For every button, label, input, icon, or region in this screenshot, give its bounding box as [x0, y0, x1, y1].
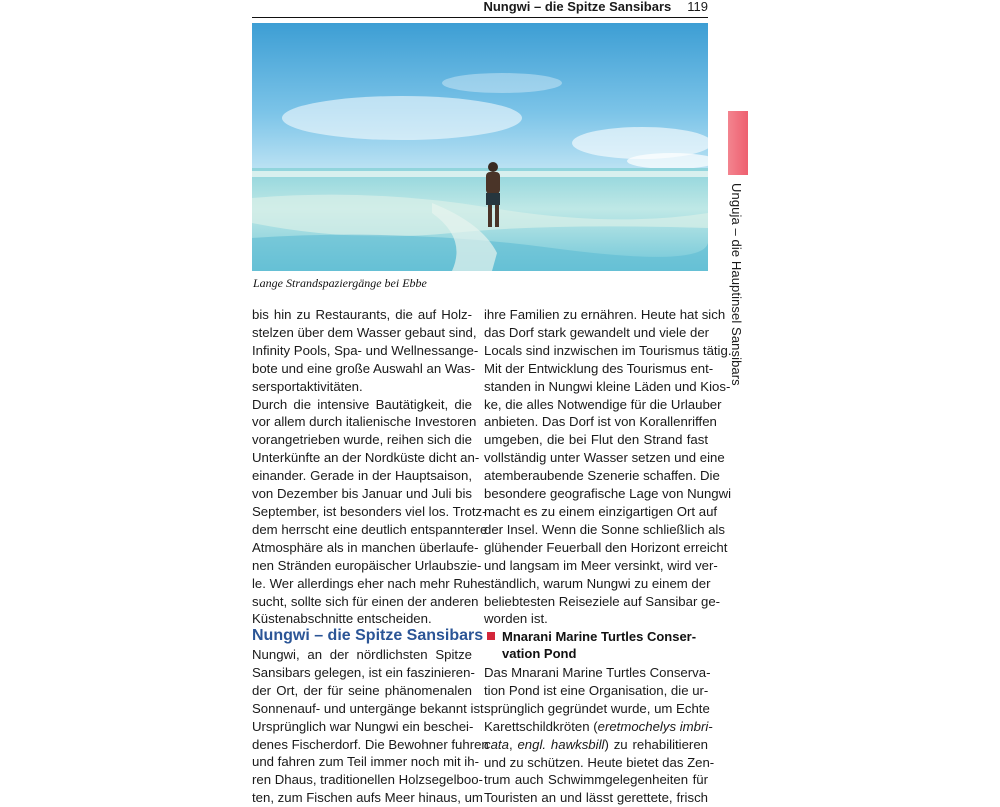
- text-line: sprünglich gegründet wurde, um Echte: [484, 700, 710, 716]
- section-body: [252, 646, 489, 807]
- running-header: [252, 0, 708, 18]
- text-line: trum auch Schwimmgelegenheiten für: [484, 772, 708, 788]
- text-fragment: ,: [508, 736, 518, 752]
- latin-name: cata: [484, 736, 509, 752]
- text-line: atemberaubende Szenerie schaffen. Die: [484, 468, 720, 484]
- turtles-subheading: [484, 628, 696, 662]
- text-line: September, ist besonders viel los. Trotz-: [252, 503, 487, 519]
- text-line: Sansibars gelegen, ist ein faszinieren-: [252, 664, 475, 680]
- text-line: worden ist.: [484, 611, 548, 627]
- latin-name: eretmochelys imbri-: [597, 718, 713, 734]
- text-line: Unterkünfte an der Nordküste dicht an-: [252, 450, 480, 466]
- photo-caption: Lange Strandspaziergänge bei Ebbe: [253, 276, 427, 290]
- text-line: Nungwi, an der nördlichsten Spitze: [252, 647, 472, 662]
- text-line: ren Dhaus, traditionellen Holzsegelboo-: [252, 772, 483, 788]
- text-line: das Dorf stark gewandelt und viele der: [484, 324, 710, 340]
- text-line: Mit der Entwicklung des Tourismus ent-: [484, 360, 714, 376]
- text-line: Atmosphäre als in manchen überlaufe-: [252, 539, 479, 555]
- text-line: [484, 736, 708, 754]
- text-line: vollständig unter Wasser setzen und eine: [484, 450, 725, 466]
- text-line: der Ort, der für seine phänomenalen: [252, 682, 472, 698]
- subheading-line: Mnarani Marine Turtles Conser-: [502, 629, 697, 644]
- text-line: [484, 718, 713, 736]
- chapter-side-label: Unguja – die Hauptinsel Sansibars: [729, 183, 744, 386]
- left-column: [252, 306, 488, 628]
- text-fragment: ) zu rehabilitieren: [604, 736, 708, 752]
- text-fragment: Karettschildkröten (: [484, 718, 598, 734]
- running-header-title: Nungwi – die Spitze Sansibars: [483, 0, 672, 14]
- page-number: 119: [687, 0, 708, 14]
- text-line: ke, die alles Notwendige für die Urlauber: [484, 396, 722, 412]
- text-line: umgeben, die bei Flut den Strand fast: [484, 432, 708, 448]
- text-line: bote und eine große Auswahl an Was-: [252, 360, 476, 376]
- text-line: nen Stränden europäischer Urlaubszie-: [252, 557, 482, 573]
- english-name: engl. hawksbill: [517, 736, 605, 752]
- section-heading: Nungwi – die Spitze Sansibars: [252, 627, 484, 644]
- text-line: Ursprünglich war Nungwi ein beschei-: [252, 718, 474, 734]
- turtles-body: [484, 664, 715, 807]
- text-line: Küstenabschnitte entscheiden.: [252, 611, 432, 627]
- text-line: ten, zum Fischen aufs Meer hinaus, um: [252, 790, 483, 806]
- text-line: vorangetrieben wurde, reihen sich die: [252, 432, 472, 448]
- right-column: [484, 306, 732, 628]
- text-line: macht es zu einem einzigartigen Ort auf: [484, 503, 718, 519]
- text-line: denes Fischerdorf. Die Bewohner fuhren: [252, 736, 489, 752]
- text-line: tion Pond ist eine Organisation, die ur-: [484, 682, 709, 698]
- subheading-line: vation Pond: [502, 646, 577, 661]
- text-line: ständlich, warum Nungwi zu einem der: [484, 575, 711, 591]
- text-line: Sonnenauf- und untergänge bekannt ist.: [252, 700, 488, 716]
- text-line: anbieten. Das Dorf ist von Korallenriffen: [484, 414, 717, 430]
- text-line: dem herrscht eine deutlich entspanntere: [252, 521, 488, 537]
- text-line: von Dezember bis Januar und Juli bis: [252, 486, 472, 502]
- text-line: Durch die intensive Bautätigkeit, die: [252, 396, 472, 412]
- text-line: Touristen an und lässt gerettete, frisch: [484, 790, 708, 806]
- text-line: und fahren zum Teil immer noch mit ih-: [252, 754, 479, 770]
- text-line: standen in Nungwi kleine Läden und Kios-: [484, 378, 731, 394]
- red-square-bullet-icon: [487, 632, 495, 640]
- beach-photo: [252, 23, 708, 271]
- text-line: und zu schützen. Heute bietet das Zen-: [484, 754, 715, 770]
- text-line: sucht, sollte sich für einen der anderen: [252, 593, 479, 609]
- text-line: ihre Familien zu ernähren. Heute hat sich: [484, 307, 726, 322]
- text-line: vor allem durch italienische Investoren: [252, 414, 477, 430]
- chapter-tab-marker: [728, 111, 748, 175]
- text-line: glühender Feuerball den Horizont erreicht: [484, 539, 728, 555]
- text-line: beliebtesten Reiseziele auf Sansibar ge-: [484, 593, 721, 609]
- text-line: stelzen über dem Wasser gebaut sind,: [252, 324, 477, 340]
- text-line: und langsam im Meer versinkt, wird ver-: [484, 557, 718, 573]
- text-line: Infinity Pools, Spa- und Wellnessange-: [252, 342, 479, 358]
- text-line: der Insel. Wenn die Sonne schließlich als: [484, 521, 725, 537]
- text-line: bis hin zu Restaurants, die auf Holz-: [252, 307, 472, 322]
- text-line: sersportaktivitäten.: [252, 378, 363, 394]
- text-line: le. Wer allerdings eher nach mehr Ruhe: [252, 575, 485, 591]
- text-line: Locals sind inzwischen im Tourismus tätig.: [484, 342, 732, 358]
- text-line: besondere geografische Lage von Nungwi: [484, 486, 732, 502]
- text-line: einander. Gerade in der Hauptsaison,: [252, 468, 472, 484]
- text-line: Das Mnarani Marine Turtles Conserva-: [484, 665, 711, 680]
